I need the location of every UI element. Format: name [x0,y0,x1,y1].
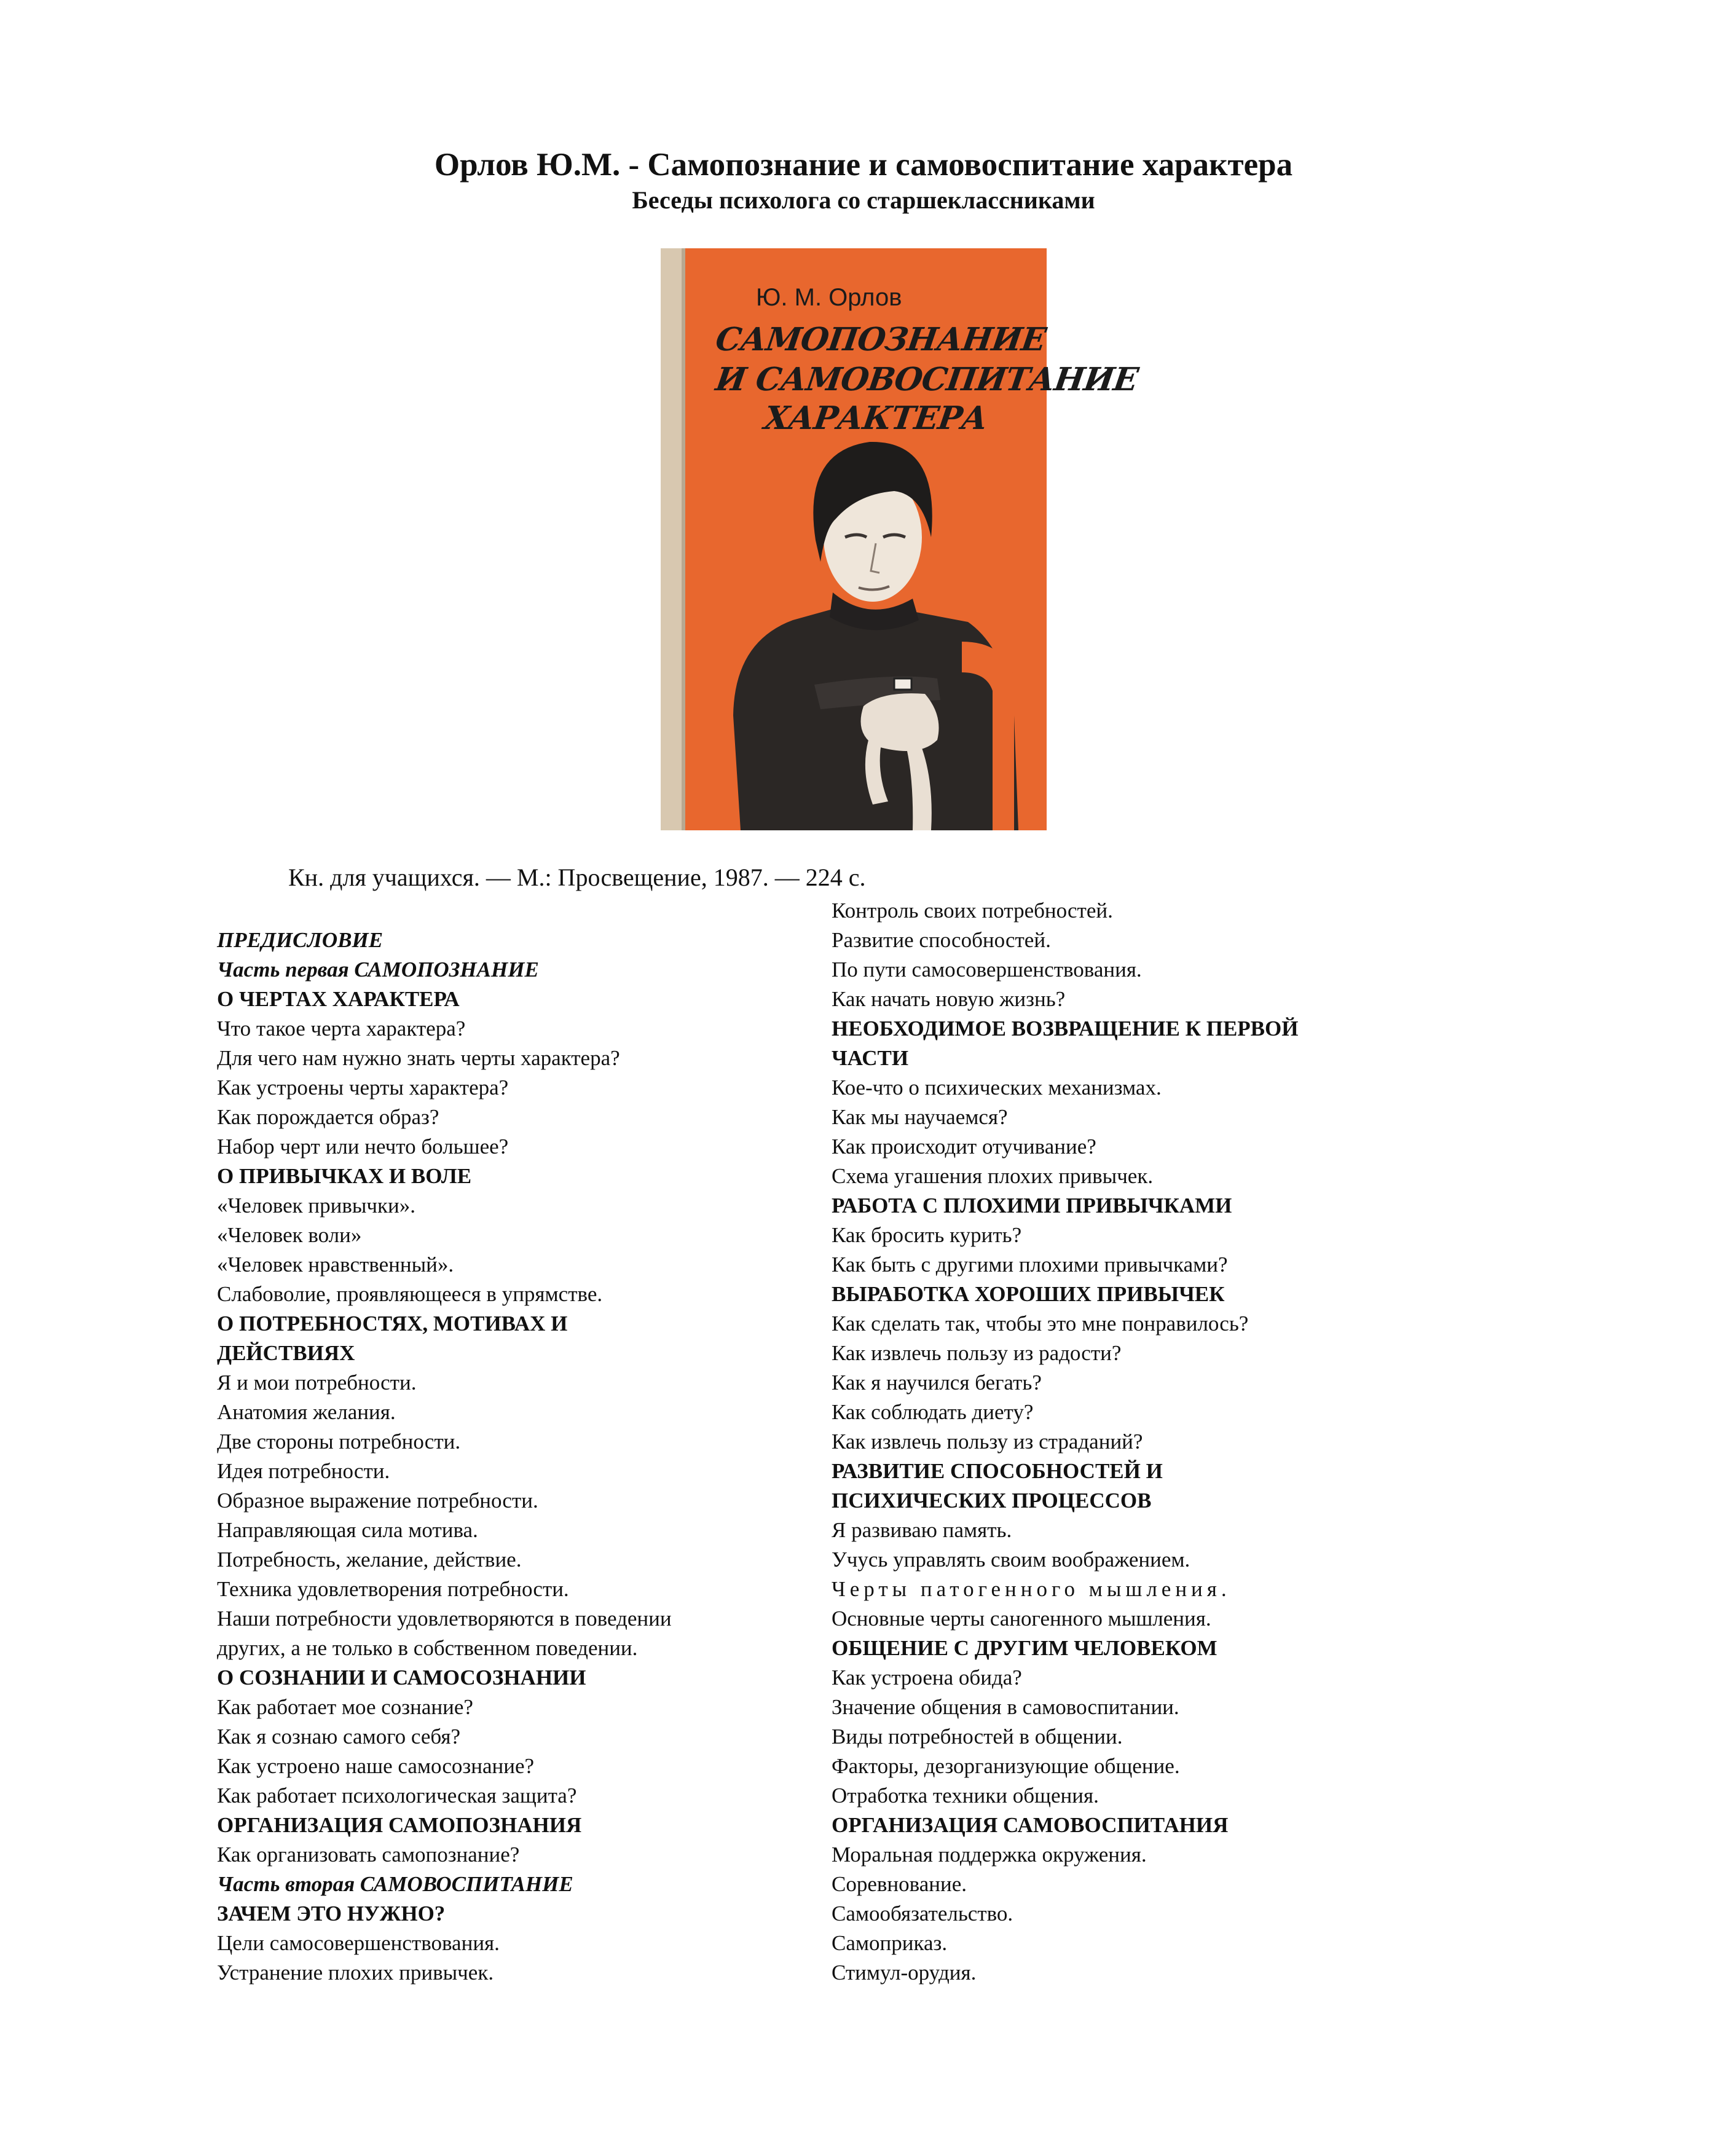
toc-heading: ЗАЧЕМ ЭТО НУЖНО? [217,1902,446,1926]
toc-entry: Основные черты саногенного мышления. [832,1607,1211,1631]
document-subtitle: Беседы психолога со старшеклассниками [632,186,1095,214]
toc-entry: Направляющая сила мотива. [217,1518,478,1542]
publisher-info: Кн. для учащихся. — М.: Просвещение, 1987. — 224 с. [288,864,866,891]
toc-entry: Контроль своих потребностей. [832,899,1113,923]
toc-heading: РАЗВИТИЕ СПОСОБНОСТЕЙ И [832,1459,1163,1483]
toc-entry: Как извлечь пользу из радости? [832,1341,1122,1365]
toc-entry: Образное выражение потребности. [217,1489,538,1513]
toc-heading: РАБОТА С ПЛОХИМИ ПРИВЫЧКАМИ [832,1194,1232,1218]
toc-entry: Как работает психологическая защита? [217,1784,577,1808]
toc-entry: Кое-что о психических механизмах. [832,1076,1162,1100]
toc-entry: «Человек нравственный». [217,1253,454,1277]
toc-entry: Самоприказ. [832,1931,948,1955]
toc-heading: О ПОТРЕБНОСТЯХ, МОТИВАХ И [217,1312,568,1336]
toc-entry: Как мы научаемся? [832,1105,1008,1129]
toc-heading: Часть вторая САМОВОСПИТАНИЕ [217,1872,573,1896]
toc-heading: ОРГАНИЗАЦИЯ САМОВОСПИТАНИЯ [832,1813,1229,1837]
cover-title-line-1: САМОПОЗНАНИЕ [713,321,1048,358]
toc-entry: Что такое черта характера? [217,1017,466,1041]
toc-heading: О ПРИВЫЧКАХ И ВОЛЕ [217,1164,472,1188]
toc-entry: Потребность, желание, действие. [217,1548,522,1572]
toc-entry: Техника удовлетворения потребности. [217,1577,569,1601]
toc-entry: Виды потребностей в общении. [832,1725,1123,1749]
toc-entry: «Человек воли» [217,1223,362,1247]
toc-entry: других, а не только в собственном поведении. [217,1636,638,1660]
toc-entry: Устранение плохих привычек. [217,1961,494,1985]
toc-entry: По пути самосовершенствования. [832,958,1142,982]
toc-entry: Цели самосовершенствования. [217,1931,500,1955]
toc-entry: Анатомия желания. [217,1400,396,1424]
toc-entry: Как сделать так, чтобы это мне понравилось? [832,1312,1249,1336]
toc-heading: Часть первая САМОПОЗНАНИЕ [217,958,539,982]
toc-heading: ПРЕДИСЛОВИЕ [217,928,384,952]
toc-entry: Я и мои потребности. [217,1371,417,1395]
toc-entry: Две стороны потребности. [217,1430,461,1454]
toc-entry: Стимул-орудия. [832,1961,977,1985]
toc-entry: Развитие способностей. [832,928,1051,952]
cover-author: Ю. М. Орлов [756,284,902,311]
toc-entry: Набор черт или нечто большее? [217,1135,509,1159]
toc-heading: О ЧЕРТАХ ХАРАКТЕРА [217,987,460,1011]
toc-entry: Как быть с другими плохими привычками? [832,1253,1228,1277]
toc-entry: Как порождается образ? [217,1105,439,1129]
toc-entry: Моральная поддержка окружения. [832,1843,1147,1867]
toc-entry: Для чего нам нужно знать черты характера? [217,1046,620,1070]
toc-entry: Учусь управлять своим воображением. [832,1548,1190,1572]
toc-entry: Соревнование. [832,1872,967,1896]
toc-entry: Я развиваю память. [832,1518,1012,1542]
toc-entry: «Человек привычки». [217,1194,415,1218]
book-cover [661,248,1140,830]
toc-entry: Как устроена обида? [832,1666,1022,1690]
toc-entry: Значение общения в самовоспитании. [832,1695,1179,1719]
toc-entry: Как я научился бегать? [832,1371,1042,1395]
toc-entry: Как я сознаю самого себя? [217,1725,460,1749]
cover-title-line-3: ХАРАКТЕРА [761,399,990,437]
document-title: Орлов Ю.М. - Самопознание и самовоспитание характера [434,147,1293,183]
toc-right-column [832,896,1298,1988]
toc-entry: Как устроены черты характера? [217,1076,509,1100]
toc-entry: Как извлечь пользу из страданий? [832,1430,1143,1454]
toc-left-column [217,926,672,1988]
toc-heading: ЧАСТИ [832,1046,909,1070]
toc-heading: НЕОБХОДИМОЕ ВОЗВРАЩЕНИЕ К ПЕРВОЙ [832,1017,1299,1041]
toc-entry: Факторы, дезорганизующие общение. [832,1754,1180,1778]
toc-entry: Как работает мое сознание? [217,1695,473,1719]
toc-heading: ПСИХИЧЕСКИХ ПРОЦЕССОВ [832,1489,1152,1513]
toc-entry: Черты патогенного мышления. [832,1577,1231,1601]
toc-heading: О СОЗНАНИИ И САМОСОЗНАНИИ [217,1666,586,1690]
toc-entry: Самообязательство. [832,1902,1013,1926]
toc-heading: ОРГАНИЗАЦИЯ САМОПОЗНАНИЯ [217,1813,582,1837]
toc-entry: Схема угашения плохих привычек. [832,1164,1154,1188]
toc-heading: ВЫРАБОТКА ХОРОШИХ ПРИВЫЧЕК [832,1282,1225,1306]
toc-entry: Как организовать самопознание? [217,1843,520,1867]
toc-entry: Наши потребности удовлетворяются в поведении [217,1607,672,1631]
toc-entry: Как бросить курить? [832,1223,1022,1247]
toc-entry: Отработка техники общения. [832,1784,1099,1808]
toc-heading: ДЕЙСТВИЯХ [217,1341,355,1365]
toc-entry: Как происходит отучивание? [832,1135,1096,1159]
toc-entry: Как устроено наше самосознание? [217,1754,535,1778]
toc-entry: Слабоволие, проявляющееся в упрямстве. [217,1282,603,1306]
toc-heading: ОБЩЕНИЕ С ДРУГИМ ЧЕЛОВЕКОМ [832,1636,1218,1660]
toc-entry: Как начать новую жизнь? [832,987,1066,1011]
toc-entry: Идея потребности. [217,1459,390,1483]
cover-title-line-2: И САМОВОСПИТАНИЕ [713,361,1140,398]
toc-entry: Как соблюдать диету? [832,1400,1034,1424]
